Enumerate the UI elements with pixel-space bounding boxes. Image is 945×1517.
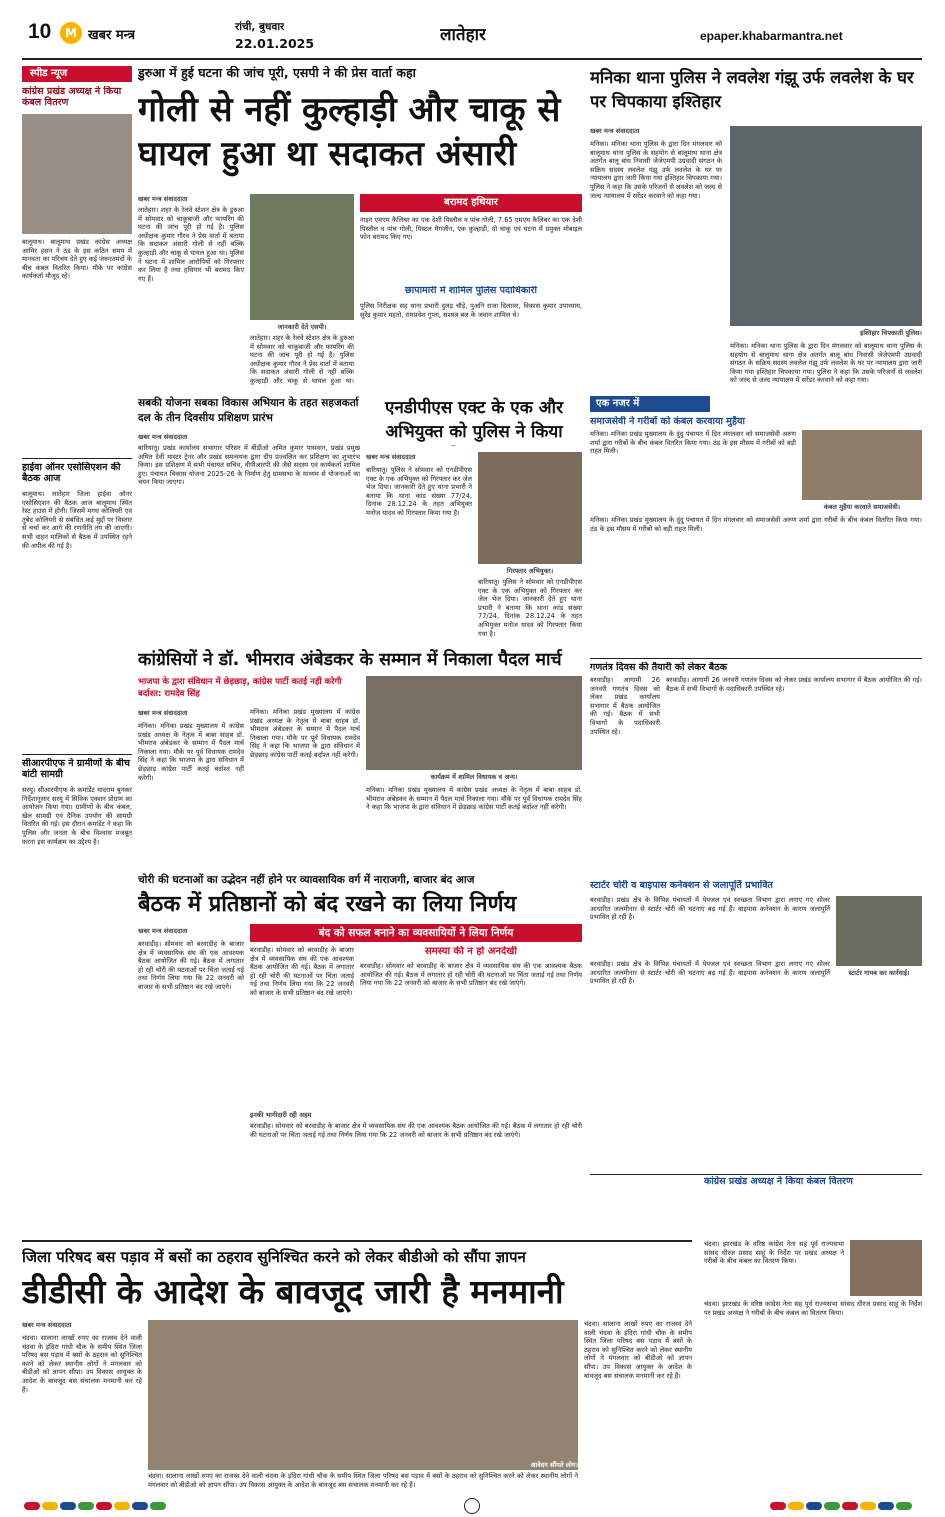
right-top-body: मनिका। मनिका थाना पुलिस के द्वारा दिन मंगलवार को बालूमाथ थाना पुलिस के सहयोग से बालूमाथ थाना क्षेत्र अंतर्गत बालू बांध निवासी जेजेएमपी उग्रवादी संगठन के सक्रिय सदस्य लवलेश गंझू उर्फ लवलेश के घर पर न्यायालय द्वारा जारी किया गया इश्तिहार चिपकाया गया। पुलिस ने कहा कि उसके परिजनों से लवलेश को जल्द से जल्द न्यायालय में सरेंडर करवाने को कहा गया। — [590, 140, 722, 200]
blanket2-body-col — [704, 1240, 922, 1490]
market-headline: बैठक में प्रतिष्ठानों को बंद रखने का लिया निर्णय — [138, 892, 517, 917]
starter-headline: स्टार्टर चोरी व बाइपास कनेक्शन से जलापूर्ति प्रभावित — [590, 880, 773, 891]
blanket2-body: चंदवा। झारखंड के वरिष्ठ कांग्रेस नेता सह पूर्व राज्यसभा सांसद धीरज प्रसाद साहू के निर्देश पर प्रखंड अध्यक्ष ने गरीबों के बीच कंबल का वितरण किया। — [704, 1300, 922, 1317]
footer-color-pill — [42, 1502, 58, 1510]
nazar-news-body: बरवाडीह। आगामी 26 जनवरी गणतंत्र दिवस को लेकर प्रखंड कार्यालय सभागार में बैठक आयोजित की गई। बैठक में सभी विभागों के पदाधिकारी उपस्थित रहे। — [590, 676, 660, 736]
sidebar-news-body: बालूमाथ। लातेहार जिला हाईवा ऑनर एसोसिएशन की बैठक आज बालूमाथ स्थित रेस्ट हाउस में होगी। जिसमें मगध कोलियरी एवं तुबेद कोलियरी से संबंधित कई मुद्दों पर विस्तार से चर्चा कर आगे की रणनीति तय की जाएगी। सभी वाहन मालिकों से बैठक में उपस्थित रहने की अपील की गई है। — [22, 490, 132, 550]
speed-news-tag: स्पीड न्यूज — [22, 66, 132, 82]
divider — [590, 1174, 922, 1175]
footer-color-pill — [60, 1502, 76, 1510]
bottom-body: चंदवा। सालाना लाखों रुपए का राजस्व देने वाली चंदवा के इंदिरा गांधी चौक के समीप स्थित जिला परिषद बस पड़ाव में बसों के ठहराव को सुनिश्चित करने को लेकर स्थानीय लोगों ने मंगलवार को बीडीओ को ज्ञापन सौंपा। उप विकास आयुक्त के आदेश के बावजूद बस संचालक मनमानी कर रहे हैं। — [584, 1320, 692, 1380]
city-day: रांची, बुधवार — [235, 21, 285, 33]
police-team-title: छापामारी में शामिल पुलिस पदाधिकारी — [405, 286, 537, 296]
sidebar-news-title: कांग्रेस प्रखंड अध्यक्ष ने किया कंबल वितरण — [22, 86, 122, 108]
police-team-text: पुलिस निरीक्षक सह थाना प्रभारी दुलड़ चौड़े, पुअनि राजा दिलावर, विकास कुमार उपाध्याय, सुरेंद्र कुमार महतो, रामप्रवेश गुप्ता, सशस्त्र बल के जवान शामिल थे। — [360, 302, 582, 319]
bottom-kicker: जिला परिषद बस पड़ाव में बसों का ठहराव सुनिश्चित करने को लेकर बीडीओ को सौंपा ज्ञापन — [22, 1248, 526, 1266]
sidebar-news-title: सीआरपीएफ ने ग्रामीणों के बीच बांटी सामग्री — [22, 758, 130, 780]
right-top-body: मनिका। मनिका थाना पुलिस के द्वारा दिन मंगलवार को बालूमाथ थाना पुलिस के सहयोग से बालूमाथ थाना क्षेत्र अंतर्गत बालू बांध निवासी जेजेएमपी उग्रवादी संगठन के सक्रिय सदस्य लवलेश गंझू उर्फ लवलेश के घर पर न्यायालय द्वारा जारी किया गया इश्तिहार चिपकाया गया। पुलिस ने कहा कि उसके परिजनों से लवलेश को जल्द से जल्द न्यायालय में सरेंडर करवाने को कहा गया। — [730, 342, 922, 385]
lead-byline: खबर मन्त्र संवाददाता — [138, 195, 188, 203]
blanket2-body: चंदवा। झारखंड के वरिष्ठ कांग्रेस नेता सह पूर्व राज्यसभा सांसद धीरज प्रसाद साहू के निर्देश पर प्रखंड अध्यक्ष ने गरीबों के बीच कंबल का वितरण किया। — [704, 1240, 844, 1266]
page-header — [0, 0, 945, 60]
lead-body: लातेहार। शहर के रेलवे स्टेशन क्षेत्र के डुरुआ में सोमवार को चाकूबाजी और फायरिंग की घटना की जांच पूरी हो गई है। पुलिस अधीक्षक कुमार गौरव ने प्रेस वार्ता में बताया कि सदाकत अंसारी गोली से नहीं बल्कि कुल्हाड़ी और चाकू से घायल हुआ था। — [250, 334, 354, 385]
bottom-story — [22, 1240, 692, 1490]
market-story — [138, 872, 582, 1182]
nazar-news-body: मनिका। मनिका प्रखंड मुख्यालय के दुंदु पंचायत में दिन मंगलवार को समाजसेवी अरुण शर्मा द्वारा गरीबों के बीच कंबल वितरित किया गया। ठंड के इस मौसम में गरीबों को बड़ी राहत मिली। — [590, 516, 922, 533]
sidebar-news-body: सरयू। सीआरपीएफ के कमांडेंट यादराम बुनकर निर्देशानुसार सरयू में सिविक एक्शन प्रोग्राम का आयोजन किया गया। ग्रामीणों के बीच कंबल, खेल सामग्री एवं दैनिक उपयोग की सामग्री वितरित की गई। इस दौरान कमांडेंट ने कहा कि पुलिस और जनता के बीच विश्वास मजबूत करना इस कार्यक्रम का उद्देश्य है। — [22, 786, 132, 846]
photo-caption: आवेदन सौंपते लोग। — [530, 1461, 578, 1469]
market-box-body: बरवाडीह। सोमवार को बरवाडीह के बाजार क्षेत्र में व्यवसायिक संघ की एक आवश्यक बैठक आयोजित की गई। बैठक में लगातार हो रही चोरी की घटनाओं पर चिंता जताई गई तथा निर्णय लिया गया कि 22 जनवरी को बाजार के सभी प्रतिष्ठान बंद रखे जाएंगे। — [360, 962, 582, 988]
photo-caption: जानकारी देते एसपी। — [277, 323, 327, 331]
sidebar-news-title: हाईवा ऑनर एसोसिएशन की बैठक आज — [22, 462, 121, 484]
bottom-headline: डीडीसी के आदेश के बावजूद जारी है मनमानी — [22, 1272, 564, 1311]
sidebar-news-body: बालूमाथ। बालूमाथ प्रखंड कांग्रेस अध्यक्ष आमिर हसन ने ठंड के इस कठिन समय में मानवता का परिचय देते हुए कई जरूरतमंदों के बीच कंबल वितरित किया। मौके पर कांग्रेस कार्यकर्ता मौजूद रहे। — [22, 238, 132, 281]
ndps-body: बारियातू। पुलिस ने सोमवार को एनडीपीएस एक्ट के एक अभियुक्त को गिरफ्तार कर जेल भेज दिया। जानकारी देते हुए थाना प्रभारी ने बताया कि थाना कांड संख्या 77/24, दिनांक 28.12.24 के तहत अभियुक्त मनोज यादव को गिरफ्तार किया गया है। — [366, 466, 472, 517]
weapons-box-text: नाइन एमएम कैलिबर का एक देशी पिस्तौल व पांच गोली, 7.65 एमएम कैलिबर का एक देशी पिस्तौल व पांच गोली, पिस्टल मैगजीन, एक कुल्हाड़ी, दो चाकू एवं घटना में प्रयुक्त मोबाइल फोन बरामद किए गए। — [360, 216, 582, 242]
blanket2-photo — [850, 1240, 922, 1296]
page-footer — [0, 1496, 945, 1517]
nazar-news-title: गणतंत्र दिवस की तैयारी को लेकर बैठक — [590, 662, 728, 673]
footer-color-pill — [860, 1502, 876, 1510]
right-top-byline: खबर मन्त्र संवाददाता — [590, 127, 640, 135]
market-box-title: समस्या की न हो अनदेखी — [425, 946, 517, 957]
right-top-headline: मनिका थाना पुलिस ने लवलेश गंझू उर्फ लवलेश के घर पर चिपकाया इश्तिहार — [590, 68, 914, 111]
market-body: बरवाडीह। सोमवार को बरवाडीह के बाजार क्षेत्र में व्यवसायिक संघ की एक आवश्यक बैठक आयोजित की गई। बैठक में लगातार हो रही चोरी की घटनाओं पर चिंता जताई गई तथा निर्णय लिया गया कि 22 जनवरी को बाजार के सभी प्रतिष्ठान बंद रखे जाएंगे। — [250, 946, 354, 997]
lead-story — [138, 66, 582, 386]
page-number: 10 — [28, 20, 52, 43]
market-body: बरवाडीह। सोमवार को बरवाडीह के बाजार क्षेत्र में व्यवसायिक संघ की एक आवश्यक बैठक आयोजित की गई। बैठक में लगातार हो रही चोरी की घटनाओं पर चिंता जताई गई तथा निर्णय लिया गया कि 22 जनवरी को बाजार के सभी प्रतिष्ठान बंद रखे जाएंगे। — [250, 1122, 582, 1139]
photo-caption: गिरफ्तार अभियुक्त। — [506, 567, 554, 575]
blanket-photo — [22, 114, 132, 234]
congress-body: मनिका। मनिका प्रखंड मुख्यालय में कांग्रेस प्रखंड अध्यक्ष के नेतृत्व में बाबा साहब डॉ. भीमराव अंबेडकर के सम्मान में पैदल मार्च निकाला गया। मौके पर पूर्व विधायक रामदेव सिंह ने कहा कि भाजपा के द्वारा संविधान में छेड़छाड़ कांग्रेस पार्टी कतई बर्दाश्त नहीं करेगी। — [250, 708, 360, 759]
nazar-news-body: मनिका। मनिका प्रखंड मुख्यालय के दुंदु पंचायत में दिन मंगलवार को समाजसेवी अरुण शर्मा द्वारा गरीबों के बीच कंबल वितरित किया गया। ठंड के इस मौसम में गरीबों को बड़ी राहत मिली। — [590, 430, 796, 456]
divider — [22, 1240, 692, 1242]
right-mid — [590, 396, 922, 826]
edition-name: लातेहार — [440, 25, 487, 45]
footer-color-pill — [806, 1502, 822, 1510]
footer-color-pill — [878, 1502, 894, 1510]
divider — [22, 458, 132, 459]
congress-story — [138, 648, 582, 868]
congress-kicker: भाजपा के द्वारा संविधान में छेड़छाड़, कांग्रेस पार्टी कतई नहीं करेगी बर्दाश्त: रामदेव सिंह — [138, 677, 342, 699]
starter-body: बरवाडीह। प्रखंड क्षेत्र के विभिन्न पंचायतों में पेयजल एवं स्वच्छता विभाग द्वारा लगाए गए सोलर आधारित जलमीनार से स्टार्टर चोरी की घटनाएं बढ़ गई हैं। बाइपास कनेक्शन के कारण जलापूर्ति प्रभावित हो रही है। — [590, 896, 830, 922]
footer-color-pill — [96, 1502, 112, 1510]
yojana-story — [138, 396, 360, 640]
issue-date: 22.01.2025 — [235, 36, 315, 51]
footer-color-pill — [150, 1502, 166, 1510]
ndps-headline: एनडीपीएस एक्ट के एक और अभियुक्त को पुलिस ने किया — [384, 398, 564, 442]
yojana-byline: खबर मन्त्र संवाददाता — [138, 433, 188, 441]
congress-byline: खबर मन्त्र संवाददाता — [138, 709, 188, 717]
bottom-body: चंदवा। सालाना लाखों रुपए का राजस्व देने वाली चंदवा के इंदिरा गांधी चौक के समीप स्थित जिला परिषद बस पड़ाव में बसों के ठहराव को सुनिश्चित करने को लेकर स्थानीय लोगों ने मंगलवार को बीडीओ को ज्ञापन सौंपा। उप विकास आयुक्त के आदेश के बावजूद बस संचालक मनमानी कर रहे हैं। — [148, 1472, 578, 1489]
footer-color-pill — [770, 1502, 786, 1510]
footer-color-pill — [132, 1502, 148, 1510]
accused-photo — [478, 452, 582, 564]
brand-name: खबर मन्त्र — [88, 28, 136, 43]
market-subhead: बंद को सफल बनाने का व्यवसायियों ने लिया निर्णय — [250, 924, 582, 942]
ndps-byline: खबर मन्त्र संवाददाता — [366, 453, 416, 461]
congress-headline: कांग्रेसियों ने डॉ. भीमराव अंबेडकर के सम्मान में निकाला पैदल मार्च — [138, 650, 562, 670]
footer-color-pill — [842, 1502, 858, 1510]
divider — [22, 754, 132, 755]
ndps-story — [366, 396, 582, 640]
memorandum-photo — [148, 1320, 578, 1470]
footer-color-pill — [896, 1502, 912, 1510]
header-rule — [22, 58, 922, 60]
yojana-body: बारियातू। प्रखंड कार्यालय सभागार परिसर में बीडीओ अमित कुमार पासवान, प्रखंड प्रमुख अमित देवी मास्टर ट्रेनर और प्रखंड समन्वयक द्वारा दीप प्रज्वलित कर प्रशिक्षण का शुभारंभ किया। इस प्रशिक्षण में सभी पंचायत सचिव, वीपीआरपी की जैसे सदस्य एवं कार्यकर्ता शामिल हुए। पंचायत विकास योजना 2025-26 के निर्माण हेतु ग्रामसभा के माध्यम से योजनाओं का चयन किया जाएगा। — [138, 444, 360, 487]
weapons-box-title: बरामद हथियार — [360, 194, 582, 212]
right-top-story — [590, 66, 922, 396]
footer-color-pill — [78, 1502, 94, 1510]
congress-body: मनिका। मनिका प्रखंड मुख्यालय में कांग्रेस प्रखंड अध्यक्ष के नेतृत्व में बाबा साहब डॉ. भीमराव अंबेडकर के सम्मान में पैदल मार्च निकाला गया। मौके पर पूर्व विधायक रामदेव सिंह ने कहा कि भाजपा के द्वारा संविधान में छेड़छाड़ कांग्रेस पार्टी कतई बर्दाश्त नहीं करेगी। — [366, 786, 582, 812]
march-photo — [366, 676, 582, 770]
divider — [590, 658, 922, 659]
register-mark-icon — [464, 1498, 480, 1514]
lead-headline: गोली से नहीं कुल्हाड़ी और चाकू से घायल हुआ था सदाकत अंसारी — [138, 90, 561, 174]
photo-caption: कार्यक्रम में शामिल विधायक व अन्य। — [430, 773, 518, 781]
photo-caption: स्टार्टर गायब कर कार्रवाई। — [848, 969, 910, 977]
market-byline: खबर मन्त्र संवाददाता — [138, 927, 188, 935]
footer-color-pill — [24, 1502, 40, 1510]
nazar-news-body: बरवाडीह। आगामी 26 जनवरी गणतंत्र दिवस को लेकर प्रखंड कार्यालय सभागार में बैठक आयोजित की गई। बैठक में सभी विभागों के पदाधिकारी उपस्थित रहे। — [666, 676, 922, 693]
sp-photo — [250, 194, 354, 320]
market-body: बरवाडीह। सोमवार को बरवाडीह के बाजार क्षेत्र में व्यवसायिक संघ की एक आवश्यक बैठक आयोजित की गई। बैठक में लगातार हो रही चोरी की घटनाओं पर चिंता जताई गई तथा निर्णय लिया गया कि 22 जनवरी को बाजार के सभी प्रतिष्ठान बंद रखे जाएंगे। — [138, 940, 244, 991]
bottom-byline: खबर मन्त्र संवाददाता — [22, 1321, 72, 1329]
footer-color-pill — [114, 1502, 130, 1510]
blanket-distribution-photo — [802, 430, 922, 500]
present-label: इनकी भागीदारी रही अहम — [250, 1111, 312, 1119]
lead-body: लातेहार। शहर के रेलवे स्टेशन क्षेत्र के डुरुआ में सोमवार को चाकूबाजी और फायरिंग की घटना की जांच पूरी हो गई है। पुलिस अधीक्षक कुमार गौरव ने प्रेस वार्ता में बताया कि सदाकत अंसारी गोली से नहीं बल्कि कुल्हाड़ी और चाकू से घायल हुआ था। पुलिस ने घटना में शामिल आरोपियों को गिरफ्तार कर लिया है तथा हथियार भी बरामद किए गए हैं। — [138, 206, 244, 283]
brand-logo-icon: M — [60, 22, 82, 44]
footer-color-pill — [824, 1502, 840, 1510]
ndps-body: बारियातू। पुलिस ने सोमवार को एनडीपीएस एक्ट के एक अभियुक्त को गिरफ्तार कर जेल भेज दिया। जानकारी देते हुए थाना प्रभारी ने बताया कि थाना कांड संख्या 77/24, दिनांक 28.12.24 के तहत अभियुक्त मनोज यादव को गिरफ्तार किया गया है। — [478, 578, 582, 638]
blanket2-headline: कांग्रेस प्रखंड अध्यक्ष ने किया कंबल वितरण — [704, 1176, 853, 1187]
epaper-url[interactable]: epaper.khabarmantra.net — [700, 29, 843, 43]
sidebar-left — [22, 66, 132, 1236]
nazar-news-title: समाजसेवी ने गरीबों को कंबल करवाया मुहैया — [590, 416, 745, 427]
footer-color-strip-left — [24, 1502, 174, 1512]
market-kicker: चोरी की घटनाओं का उद्भेदन नहीं होने पर व्यावसायिक वर्ग में नाराजगी, बाजार बंद आज — [138, 874, 475, 886]
starter-photo — [836, 896, 922, 966]
starter-body: बरवाडीह। प्रखंड क्षेत्र के विभिन्न पंचायतों में पेयजल एवं स्वच्छता विभाग द्वारा लगाए गए सोलर आधारित जलमीनार से स्टार्टर चोरी की घटनाएं बढ़ गई हैं। बाइपास कनेक्शन के कारण जलापूर्ति प्रभावित हो रही है। — [590, 960, 830, 986]
footer-color-pill — [788, 1502, 804, 1510]
police-photo — [730, 126, 922, 326]
footer-color-strip-right — [770, 1502, 920, 1512]
congress-body: मनिका। मनिका प्रखंड मुख्यालय में कांग्रेस प्रखंड अध्यक्ष के नेतृत्व में बाबा साहब डॉ. भीमराव अंबेडकर के सम्मान में पैदल मार्च निकाला गया। मौके पर पूर्व विधायक रामदेव सिंह ने कहा कि भाजपा के द्वारा संविधान में छेड़छाड़ कांग्रेस पार्टी कतई बर्दाश्त नहीं करेगी। — [138, 722, 244, 782]
bottom-body: चंदवा। सालाना लाखों रुपए का राजस्व देने वाली चंदवा के इंदिरा गांधी चौक के समीप स्थित जिला परिषद बस पड़ाव में बसों के ठहराव को सुनिश्चित करने को लेकर स्थानीय लोगों ने मंगलवार को बीडीओ को ज्ञापन सौंपा। उप विकास आयुक्त के आदेश के बावजूद बस संचालक मनमानी कर रहे हैं। — [22, 1334, 142, 1394]
yojana-headline: सबकी योजना सबका विकास अभियान के तहत सहजकर्ता दल के तीन दिवसीय प्रशिक्षण प्रारंभ — [138, 397, 359, 424]
photo-caption: इश्तिहार चिपकाती पुलिस। — [860, 329, 922, 337]
lead-kicker: डुरुआ में हुई घटना की जांच पूरी, एसपी ने की प्रेस वार्ता कहा — [138, 66, 416, 80]
photo-caption: कंबल मुहैया करवाते समाजसेवी। — [823, 503, 901, 511]
ek-nazar-tag: एक नजर में — [590, 396, 710, 412]
